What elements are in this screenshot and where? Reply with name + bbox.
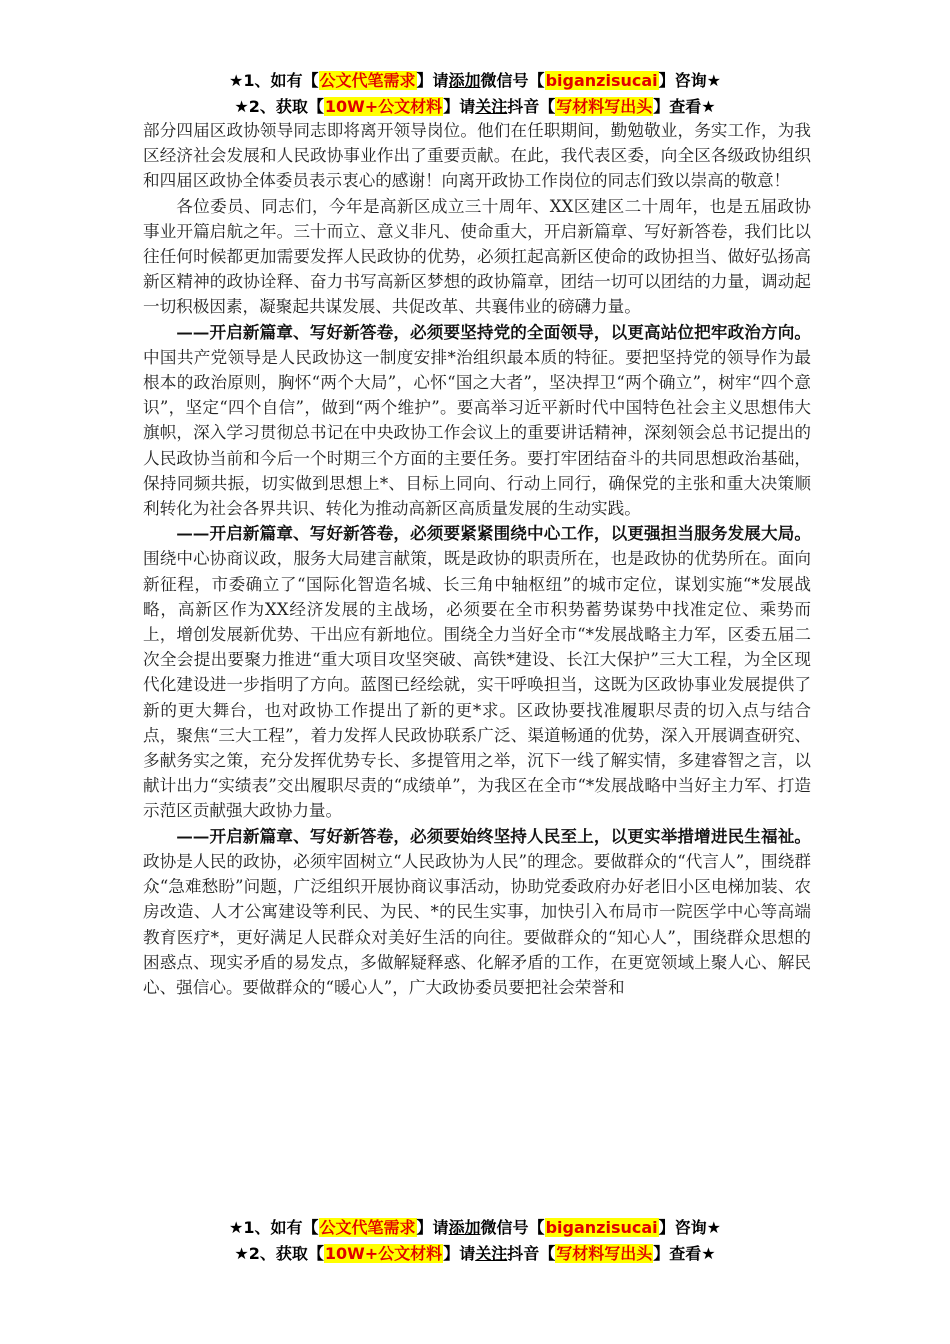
paragraph-5 — [143, 824, 811, 1000]
promo-text: 】查看★ — [653, 1244, 716, 1263]
promo-underline: 关注 — [475, 1244, 508, 1263]
paragraph-2: 各位委员、同志们，今年是高新区成立三十周年、XX区建区二十周年，也是五届政协事业开篇启航之年。三十而立、意义非凡、使命重大，开启新篇章、写好新答卷，我们比以往任何时候都更加需要发挥人民政协的优势，必须扛起高新区使命的政协担当、做好弘扬高新区精神的政协诠释、奋力书写高新区梦想的政协篇章，团结一切可以团结的力量，调动起一切积极因素，凝聚起共谋发展、共促改革、共襄伟业的磅礴力量。 — [143, 196, 811, 317]
promo-douyin-id: 写材料写出头 — [556, 1244, 653, 1263]
promo-wechat-id: biganzisucai — [545, 1218, 658, 1237]
paragraph-4-text: 围绕中心协商议政，服务大局建言献策，既是政协的职责所在，也是政协的优势所在。面向新征程，市委确立了“国际化智造名城、长三角中轴枢纽”的城市定位，谋划实施“*发展战略，高新区作为XX经济发展的主战场，必须要在全市积势蓄势谋势中找准定位、乘势而上，增创发展新优势、干出应有新地位。围绕全力当好全市“*发展战略主力军，区委五届二次全会提出要聚力推进“重大项目攻坚突破、高铁*建设、长江大保护”三大工程，为全区现代化建设进一步指明了方向。蓝图已经绘就，实干呼唤担当，这既为区政协事业发展提供了新的更大舞台，也对政协工作提出了新的更*求。区政协要找准履职尽责的切入点与结合点，聚焦“三大工程”，着力发挥人民政协联系广泛、渠道畅通的优势，深入开展调查研究、多献务实之策，充分发挥优势专长、多提管用之举，沉下一线了解实情，多建睿智之言，以献计出力“实绩表”交出履职尽责的“成绩单”，为我区在全市“*发展战略中当好主力军、打造示范区贡献强大政协力量。 — [143, 549, 811, 821]
promo-highlight: 10W+公文材料 — [324, 1244, 443, 1263]
document-body — [143, 118, 811, 1000]
promo-text: 】请 — [443, 97, 476, 116]
promo-text: 微信号【 — [480, 1218, 545, 1237]
paragraph-4 — [143, 521, 811, 823]
promo-text: 】请 — [416, 71, 449, 90]
promo-line-2 — [0, 1241, 950, 1267]
paragraph-5-heading: ——开启新篇章、写好新答卷，必须要始终坚持人民至上，以更实举措增进民生福祉。 — [176, 825, 811, 846]
promo-underline: 添加 — [448, 1218, 481, 1237]
promo-line-1 — [0, 68, 950, 94]
promo-highlight: 公文代笔需求 — [319, 1218, 416, 1237]
promo-line-1 — [0, 1215, 950, 1241]
promo-text: 微信号【 — [480, 71, 545, 90]
promo-banner-top — [0, 68, 950, 120]
promo-text: 】咨询★ — [658, 71, 721, 90]
promo-text: 抖音【 — [507, 97, 556, 116]
paragraph-5-text: 政协是人民的政协，必须牢固树立“人民政协为人民”的理念。要做群众的“代言人”，围绕群众“急难愁盼”问题，广泛组织开展协商议事活动，协助党委政府办好老旧小区电梯加装、农房改造、人才公寓建设等利民、为民、*的民生实事，加快引入布局市一院医学中心等高端教育医疗*，更好满足人民群众对美好生活的向往。要做群众的“知心人”，围绕群众思想的困惑点、现实矛盾的易发点，多做解疑释惑、化解矛盾的工作，在更宽领域上聚人心、解民心、强信心。要做群众的“暖心人”，广大政协委员要把社会荣誉和 — [143, 851, 811, 997]
paragraph-4-heading: ——开启新篇章、写好新答卷，必须要紧紧围绕中心工作，以更强担当服务发展大局。 — [176, 523, 811, 544]
promo-text: ★1、如有【 — [229, 71, 319, 90]
paragraph-3 — [143, 320, 811, 522]
promo-text: ★2、获取【 — [234, 1244, 324, 1263]
promo-text: 抖音【 — [507, 1244, 556, 1263]
promo-underline: 关注 — [475, 97, 508, 116]
promo-text: 】请 — [443, 1244, 476, 1263]
promo-text: ★2、获取【 — [234, 97, 324, 116]
paragraph-1: 部分四届区政协领导同志即将离开领导岗位。他们在任职期间，勤勉敬业，务实工作，为我区经济社会发展和人民政协事业作出了重要贡献。在此，我代表区委，向全区各级政协组织和四届区政协全体委员表示衷心的感谢！向离开政协工作岗位的同志们致以崇高的敬意！ — [143, 121, 811, 191]
promo-text: ★1、如有【 — [229, 1218, 319, 1237]
promo-line-2 — [0, 94, 950, 120]
promo-highlight: 10W+公文材料 — [324, 97, 443, 116]
paragraph-3-text: 中国共产党领导是人民政协这一制度安排*治组织最本质的特征。要把坚持党的领导作为最根本的政治原则，胸怀“两个大局”，心怀“国之大者”，坚决捍卫“两个确立”，树牢“四个意识”，坚定“四个自信”，做到“两个维护”。要高举习近平新时代中国特色社会主义思想伟大旗帜，深入学习贯彻总书记在中央政协工作会议上的重要讲话精神，深刻领会总书记提出的人民政协当前和今后一个时期三个方面的主要任务。要打牢团结奋斗的共同思想政治基础，保持同频共振，切实做到思想上*、目标上同向、行动上同行，确保党的主张和重大决策顺利转化为社会各界共识、转化为推动高新区高质量发展的生动实践。 — [143, 347, 811, 519]
promo-underline: 添加 — [448, 71, 481, 90]
promo-wechat-id: biganzisucai — [545, 71, 658, 90]
promo-douyin-id: 写材料写出头 — [556, 97, 653, 116]
promo-text: 】咨询★ — [658, 1218, 721, 1237]
promo-text: 】请 — [416, 1218, 449, 1237]
promo-banner-bottom — [0, 1215, 950, 1267]
promo-text: 】查看★ — [653, 97, 716, 116]
paragraph-3-heading: ——开启新篇章、写好新答卷，必须要坚持党的全面领导，以更高站位把牢政治方向。 — [176, 321, 811, 342]
promo-highlight: 公文代笔需求 — [319, 71, 416, 90]
